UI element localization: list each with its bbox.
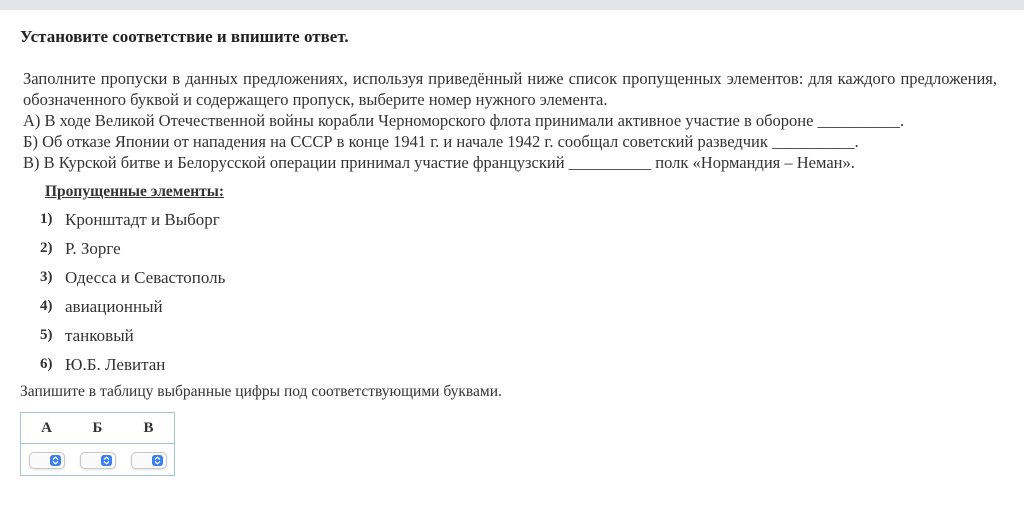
task-intro: Заполните пропуски в данных предложениях, используя приведённый ниже список пропущенных элементов: для каждого предложения, обозначенного буквой и содержащего пропуск, выберите номер нужного элемента.: [23, 69, 997, 109]
option-text: Кронштадт и Выборг: [65, 209, 220, 229]
option-text: Одесса и Севастополь: [65, 267, 226, 287]
header-c: В: [143, 419, 154, 436]
option-2: [40, 234, 225, 263]
sentence-a: А) В ходе Великой Отечественной войны корабли Черноморского флота принимали активное участие в обороне __________.: [23, 111, 905, 130]
option-number: 6): [40, 356, 53, 372]
answer-select-a[interactable]: [29, 452, 65, 469]
option-text: авиационный: [65, 296, 163, 316]
option-text: Р. Зорге: [65, 238, 121, 258]
header-a: А: [41, 419, 52, 436]
sentence-b: Б) Об отказе Японии от нападения на СССР в конце 1941 г. и начале 1942 г. сообщал советский разведчик __________.: [23, 132, 859, 151]
answer-select-b[interactable]: [80, 452, 116, 469]
chevron-up-down-icon: [152, 455, 163, 466]
task-title: Установите соответствие и впишите ответ.: [20, 27, 349, 46]
answer-cell-a: [21, 452, 72, 469]
answer-cell-c: [123, 452, 174, 469]
option-number: 4): [40, 298, 53, 314]
top-bar: [0, 0, 1024, 10]
option-5: [40, 321, 225, 350]
option-number: 1): [40, 211, 53, 227]
answer-table: [20, 412, 175, 476]
answer-table-row: [21, 444, 174, 476]
option-number: 3): [40, 269, 53, 285]
option-number: 2): [40, 240, 53, 256]
option-1: [40, 205, 225, 234]
option-4: [40, 292, 225, 321]
option-text: танковый: [65, 325, 134, 345]
answer-select-c[interactable]: [131, 452, 167, 469]
option-text: Ю.Б. Левитан: [65, 354, 166, 374]
chevron-up-down-icon: [101, 455, 112, 466]
answer-table-header: [21, 413, 174, 444]
option-3: [40, 263, 225, 292]
sentence-c: В) В Курской битве и Белорусской операции принимал участие французский __________ полк «Нормандия – Неман».: [23, 153, 855, 172]
option-6: [40, 350, 225, 379]
answer-instruction: Запишите в таблицу выбранные цифры под соответствующими буквами.: [20, 383, 502, 400]
answer-cell-b: [72, 452, 123, 469]
missing-elements-title: Пропущенные элементы:: [45, 183, 225, 200]
options-list: [40, 205, 225, 379]
option-number: 5): [40, 327, 53, 343]
chevron-up-down-icon: [50, 455, 61, 466]
task-text: [23, 68, 997, 173]
header-b: Б: [92, 419, 103, 436]
